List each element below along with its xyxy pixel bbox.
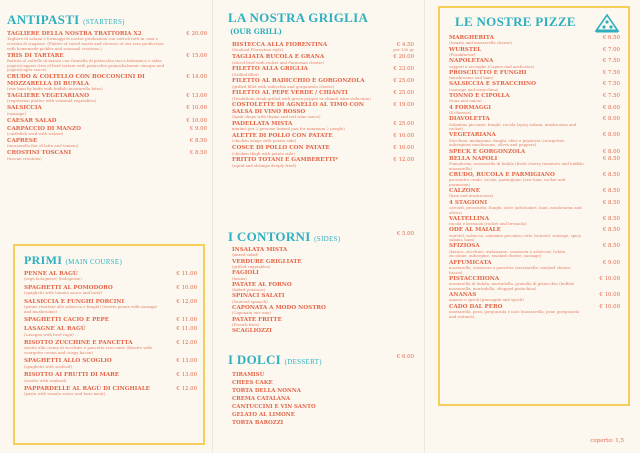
item-price: € 20.00: [393, 54, 414, 61]
item-description: (cuttlefish seed with walnut): [7, 130, 64, 136]
menu-item: [7, 126, 207, 137]
griglia-list: [228, 42, 414, 168]
menu-item: [449, 149, 620, 155]
item-name: PENNE AL RAGÙ: [24, 271, 78, 277]
item-name: FILETTO AL PEPE VERDE / CHIANTI: [232, 90, 348, 97]
antipasti-title: ANTIPASTI (STARTERS): [7, 12, 125, 27]
item-description: (grilled fillet with radicchio and gorgonzola cheese): [232, 83, 335, 89]
item-price: € 15.00: [186, 52, 207, 59]
column-divider: [424, 0, 425, 453]
item-name: SPAGHETTI ALLO SCOGLIO: [24, 358, 112, 365]
item-price: € 12.00: [176, 385, 197, 392]
menu-item: [449, 156, 620, 172]
item-name: TONNO E CIPOLLA: [449, 92, 510, 99]
menu-item: [449, 227, 620, 243]
item-description: Tagliere di salumi e formaggi di nostra produzione con sott'oli fatti in casa e crostini di stagione. (Platter of cured meats and cheeses of our own production with homemade pickles and seasonal croutons.): [7, 36, 164, 51]
item-description: (Caponata our way): [232, 310, 271, 316]
item-name: FRITTO TOTANI E GAMBERETTI*: [232, 157, 339, 164]
item-name: CAESAR SALAD: [7, 117, 57, 124]
griglia-subtitle: (OUR GRILL): [230, 27, 282, 36]
item-price: € 13.00: [186, 92, 207, 99]
side-item: [232, 247, 414, 258]
item-name: SFIZIOSA: [449, 243, 480, 250]
item-description: risotto alla crema di zucchine e pancetta croccante (Risotto with courgette cream and crispy bacon): [24, 345, 152, 355]
menu-item: [7, 53, 207, 73]
item-price: € 10.00: [186, 105, 207, 112]
item-price: € 8.00: [602, 104, 620, 111]
side-item: [232, 259, 414, 270]
item-price: € 14.00: [186, 74, 207, 81]
item-description: Battuta al coltello di manzo con Granella di pistacchio,tacco balsamico e salsa yogurt/capperi (trio of beef tartare with pistacchio grains/balsamic vinegar and yogurt/caper sauce): [7, 57, 165, 73]
menu-item: [232, 133, 414, 144]
dessert-item: GELATO AL LIMONE: [232, 412, 295, 418]
item-name: FAGIOLI: [232, 270, 259, 277]
item-price: € 4.50: [396, 42, 414, 48]
item-price: € 25.00: [393, 120, 414, 127]
item-price: € 7.50: [602, 81, 620, 88]
item-name: TRIS DI TARTARE: [7, 52, 64, 59]
item-description: (mozzarella fior di latte and tomato): [7, 143, 79, 149]
dolci-list: [228, 371, 414, 427]
side-item: [232, 293, 414, 304]
item-price: € 10.00: [599, 292, 620, 299]
item-price: € 11.00: [176, 271, 197, 277]
item-name: SPINACI SALATI: [232, 293, 285, 300]
pizze-title: LE NOSTRE PIZZE: [455, 14, 576, 29]
menu-item: [449, 35, 620, 46]
item-description: (spaghetti with tomato sauce and basil): [24, 290, 103, 296]
menu-item: [449, 276, 620, 292]
item-description: (Lasagna with beef ragù): [24, 331, 74, 337]
item-description: Zucchine, melanzane, funghi, olive e peperoni (courgettes, aubergines mushrooms, olives and peppers): [449, 137, 566, 148]
item-name: SALSICCIA E FUNGHI PORCINI: [24, 298, 125, 305]
column-left: [7, 0, 207, 453]
item-description: (chicken wings with potato side): [232, 138, 297, 144]
column-divider: [212, 0, 213, 453]
item-price: € 7.50: [602, 69, 620, 76]
side-item: [232, 270, 414, 281]
item-description: mozzarella, scamorza e pancetta (mozzarella, smoked cheese, bacon): [449, 265, 572, 275]
item-description: carciofi, prosciutto, funghi, olive (artichokes, ham, mushrooms and olives): [449, 204, 582, 215]
item-name: ALETTE DI POLLO CON PATATE: [232, 133, 333, 140]
item-name: SALSICCIA E STRACCHINO: [449, 81, 536, 88]
side-item: [232, 317, 414, 328]
item-price: € 8.00: [602, 148, 620, 155]
item-name: RISOTTO AI FRUTTI DI MARE: [24, 372, 120, 379]
item-price: € 10.00: [599, 275, 620, 282]
item-name: SALSICCIA: [7, 105, 42, 112]
item-name: BISTECCA ALLA FIORENTINA: [232, 42, 328, 48]
item-name: MARGHERITA: [449, 35, 494, 41]
item-price: € 11.00: [176, 326, 197, 333]
item-description: (Seafood Florentine style): [232, 47, 284, 53]
primi-box: [13, 244, 205, 445]
item-name: PAPPARDELLE AL RAGÙ DI CINGHIALE: [24, 385, 150, 392]
side-item: [232, 305, 414, 316]
contorni-section: [228, 229, 414, 335]
item-price: € 7.50: [602, 58, 620, 65]
item-name: PATATE AL FORNO: [232, 281, 292, 288]
item-price: € 12.00: [393, 157, 414, 164]
menu-item: [232, 102, 414, 119]
menu-item: [24, 372, 197, 383]
item-name: CROSTINI TOSCANI: [7, 150, 72, 157]
menu-item: [232, 145, 414, 156]
item-name: CAPRESE: [7, 137, 38, 144]
menu-item: [7, 93, 207, 104]
item-price: € 9.00: [189, 125, 207, 132]
item-name: TAGLIATA RUCOLA E GRANA: [232, 54, 325, 61]
menu-item: [24, 317, 197, 323]
menu-item: [449, 172, 620, 188]
menu-item: [449, 93, 620, 104]
item-description: (sliced beef with rocket and Parmesan cheese): [232, 59, 325, 65]
item-description: (tuscan croutons): [7, 155, 42, 161]
dolci-price: € 6.00: [396, 354, 414, 360]
dessert-item: CHEES CAKE: [232, 380, 273, 386]
item-name: CRUDO, RUCOLA E PARMIGIANO: [449, 171, 555, 178]
item-description: (Frankfurter): [449, 52, 476, 57]
menu-item: [232, 42, 414, 53]
item-price: € 8.00: [602, 132, 620, 139]
item-description: (Tenderloin steak grilled with green pepper or chianti wine reduction): [232, 95, 371, 101]
item-price: € 8.50: [602, 155, 620, 162]
item-description: (raw ham by knife with buffalo mozzarella bites): [7, 85, 103, 91]
item-name: PADELLATA MISTA: [232, 120, 293, 127]
item-price: € 23.00: [393, 66, 414, 73]
item-description: (squid and shrimps deeply fried): [232, 162, 297, 168]
item-name: CAPONATA A MODO NOSTRO: [232, 304, 326, 311]
dessert-item: TIRAMISÙ: [232, 372, 265, 378]
menu-item: [232, 66, 414, 77]
item-name: ANANAS: [449, 292, 477, 299]
menu-item: [7, 105, 207, 116]
item-price: € 8.50: [189, 150, 207, 157]
griglia-title: LA NOSTRA GRIGLIA: [228, 10, 369, 25]
item-price: € 8.50: [602, 243, 620, 250]
side-item: [232, 282, 414, 293]
column-middle: [228, 0, 414, 453]
menu-item: [24, 285, 197, 296]
menu-item: [232, 157, 414, 168]
item-description: (sausage): [7, 110, 26, 116]
pizze-box: [438, 6, 630, 406]
item-price: € 10.00: [393, 145, 414, 152]
item-description: (pasta with tomato sauce and boar meat): [24, 391, 106, 397]
item-name: RISOTTO ZUCCHINE E PANCETTA: [24, 339, 133, 346]
item-price: € 10.00: [176, 284, 197, 291]
item-description: (grilled vegetables): [232, 264, 271, 269]
coperto-note: coperto: 1,5: [590, 438, 624, 444]
item-description: capperi e acciughe (Capers and anchovies): [449, 63, 534, 69]
item-description: minimo per 2 persone (mixed pan for minimum 2 people): [232, 126, 345, 132]
menu-item: [7, 74, 207, 91]
item-description: mozzarella, pera, gorgonzola e noci (mozzarella, pear, gorgonzola and walnuts): [449, 309, 580, 319]
item-description: (mushrooms and ham): [449, 75, 494, 81]
dessert-item: TORTA BAROZZI: [232, 420, 284, 426]
item-description: Pomodorini, mozzarella di bufala (fresh cherry tomatoes and buffalo mozzarella): [449, 160, 584, 171]
item-name: PATATE FRITTE: [232, 316, 282, 323]
item-price: € 8.50: [602, 215, 620, 222]
dolci-title: I DOLCI (DESSERT): [228, 352, 322, 367]
pizza-slice-icon: [593, 12, 621, 34]
item-price-note: per 100 gr: [393, 47, 414, 52]
menu-item: [7, 118, 207, 124]
item-description: (spaghetti with seafood): [24, 363, 72, 369]
menu-item: [24, 386, 197, 397]
item-description: (bianca, zucchine, melanzane, scamorza e salsiccia) (white, zucchine, aubergine, smoked cheese, sausage): [449, 248, 567, 259]
side-item: [232, 328, 414, 334]
item-name: DIAVOLETTA: [449, 116, 490, 123]
item-description: (chicken thigh with potato side): [232, 150, 295, 156]
item-name: SPAGHETTI AL POMODORO: [24, 284, 113, 291]
item-price: € 8.50: [602, 227, 620, 234]
menu-item: [449, 292, 620, 303]
item-price: € 8.50: [189, 137, 207, 144]
item-name: AFFUMICATA: [449, 259, 492, 266]
item-price: € 8.00: [602, 116, 620, 123]
dessert-item: CANTUCCINI E VIN SANTO: [232, 404, 316, 410]
item-price: € 20.00: [186, 31, 207, 37]
item-description: (beans): [232, 275, 247, 281]
item-name: 4 FORMAGGI: [449, 104, 492, 111]
item-name: PROSCIUTTO E FUNGHI: [449, 69, 527, 76]
dessert-item: TORTA DELLA NONNA: [232, 388, 301, 394]
item-description: (sausage and stracchino): [449, 86, 499, 92]
item-name: PISTACCHIONA: [449, 275, 500, 282]
menu-item: [449, 105, 620, 116]
item-price: € 10.00: [599, 303, 620, 310]
menu-item: [7, 31, 207, 51]
item-description: (risotto with seafood): [24, 377, 67, 383]
menu-item: [7, 138, 207, 149]
item-description: (mixed salad): [232, 252, 259, 258]
menu-item: [24, 358, 197, 369]
item-name: VEGETARIANA: [449, 132, 496, 139]
item-description: (penne risottate alle salsiccia e funghi) (risotto penne with sausage and mushrooms): [24, 304, 157, 314]
item-description: Salamino piccante, funghi, rucola (spicy salami, mushrooms and rocket): [449, 121, 577, 132]
item-name: 4 STAGIONI: [449, 199, 488, 206]
item-description: (tomato and mozzarella cheese): [449, 40, 512, 46]
item-name: CADO DAL PERO: [449, 303, 503, 310]
menu-item: [232, 90, 414, 101]
item-price: € 25.00: [393, 78, 414, 85]
item-name: CARPACCIO DI MANZO: [7, 125, 81, 132]
menu-item: [449, 188, 620, 199]
menu-item: [24, 326, 197, 337]
item-price: € 13.00: [176, 372, 197, 379]
item-price: € 13.00: [176, 358, 197, 365]
item-price: € 8.50: [602, 187, 620, 194]
item-price: € 7.50: [602, 92, 620, 99]
item-name: WURSTEL: [449, 46, 482, 53]
item-description: (4 cheeses): [449, 109, 472, 115]
item-name: BELLA NAPOLI: [449, 155, 498, 162]
item-description: (baked potatoes): [232, 287, 266, 293]
item-name: SPECK E GORGONZOLA: [449, 148, 526, 155]
item-description: prosciutto crudo, rucola, parmigiano (raw ham, rocket and parmesan): [449, 177, 566, 187]
item-price: € 9.00: [602, 259, 620, 266]
contorni-list: [228, 247, 414, 335]
item-name: FILETTO AL RADICCHIO E GORGONZOLA: [232, 78, 365, 85]
item-name: CALZONE: [449, 187, 481, 194]
item-price: € 12.00: [176, 298, 197, 305]
contorni-title: I CONTORNI (SIDES): [228, 229, 341, 244]
menu-item: [232, 121, 414, 132]
primi-title: PRIMI (MAIN COURSE): [24, 253, 123, 267]
item-description: (Grilled fillet): [232, 71, 259, 77]
item-name: TAGLIERE DELLA NOSTRA TRATTORIA X2: [7, 31, 142, 37]
menu-item: [449, 58, 620, 69]
menu-item: [449, 216, 620, 227]
item-price: € 19.00: [393, 102, 414, 109]
antipasti-list: [7, 31, 207, 161]
menu-item: [232, 54, 414, 65]
item-description: wurstel, salsiccia, salamino piccante,cotto (wurstel, sausage, spicy salami, ham): [449, 232, 581, 243]
dessert-item: CREMA CATALANA: [232, 396, 291, 402]
item-description: (ham and mushrooms): [449, 193, 494, 199]
item-description: (ragù bolognese) (bolognese): [24, 276, 82, 282]
item-description: ananas e speck (pineapple and speck): [449, 297, 524, 303]
item-price: € 6.50: [602, 35, 620, 41]
item-description: (French fries): [232, 321, 260, 327]
pizze-list: [449, 35, 620, 319]
antipasti-section: [7, 12, 207, 161]
menu-item: [449, 304, 620, 320]
item-name: VERDURE GRIGLIATE: [232, 258, 302, 265]
item-name: NAPOLETANA: [449, 58, 494, 65]
item-name: VALTELLINA: [449, 215, 490, 222]
item-price: € 25.00: [393, 90, 414, 97]
item-description: mozzarella di bufala, mortadella, granella di pistacchio (buffalo mozzarella, mortadella, chopped pistachios): [449, 281, 575, 291]
item-name: FILETTO ALLA GRIGLIA: [232, 66, 308, 73]
menu-item: [449, 116, 620, 132]
contorni-price: € 5.00: [396, 231, 414, 237]
item-name: INSALATA MISTA: [232, 247, 288, 253]
item-name: ODE AL MAIALE: [449, 227, 501, 234]
primi-list: [24, 271, 197, 397]
item-name: SPAGHETTI CACIO E PEPE: [24, 316, 110, 323]
item-price: € 10.00: [393, 133, 414, 140]
menu-item: [449, 47, 620, 58]
menu-item: [449, 243, 620, 259]
menu-item: [449, 70, 620, 81]
menu-item: [449, 81, 620, 92]
item-description: (vegetarian platter with seasonal vegetables): [7, 98, 97, 104]
item-name: SCAGLIOZZI: [232, 328, 272, 335]
item-price: € 8.50: [602, 171, 620, 178]
menu-item: [24, 340, 197, 356]
item-description: rucola e bresaola (rocket and bresaola): [449, 221, 527, 227]
item-name: TAGLIERE VEGETARIANO: [7, 92, 90, 99]
item-price: € 11.00: [176, 316, 197, 323]
menu-item: [449, 260, 620, 276]
dolci-section: [228, 352, 414, 427]
menu-item: [232, 78, 414, 89]
item-name: COSCE DI POLLO CON PATATE: [232, 145, 330, 152]
item-price: € 8.50: [602, 199, 620, 206]
item-price: € 10.00: [186, 117, 207, 124]
menu-item: [449, 200, 620, 216]
menu-item: [7, 150, 207, 161]
item-name: LASAGNE AL RAGÙ: [24, 326, 86, 333]
menu-item: [24, 299, 197, 315]
item-price: € 7.00: [602, 46, 620, 53]
item-name: CRUDO & COLTELLO CON BOCCONCINI DI MOZZARELLA DI BUFALA: [7, 74, 145, 87]
item-price: € 12.00: [176, 339, 197, 346]
menu-item: [449, 132, 620, 148]
item-description: (lamb chops with thyme and red wine sauce): [232, 114, 321, 120]
item-name: COSTOLETTE DI AGNELLO AL TIMO CON SALSA DI VINO ROSSO: [232, 102, 364, 115]
menu-item: [24, 271, 197, 282]
item-description: (Sauteed spinach): [232, 298, 268, 304]
item-description: (tuna and onion): [449, 98, 482, 104]
